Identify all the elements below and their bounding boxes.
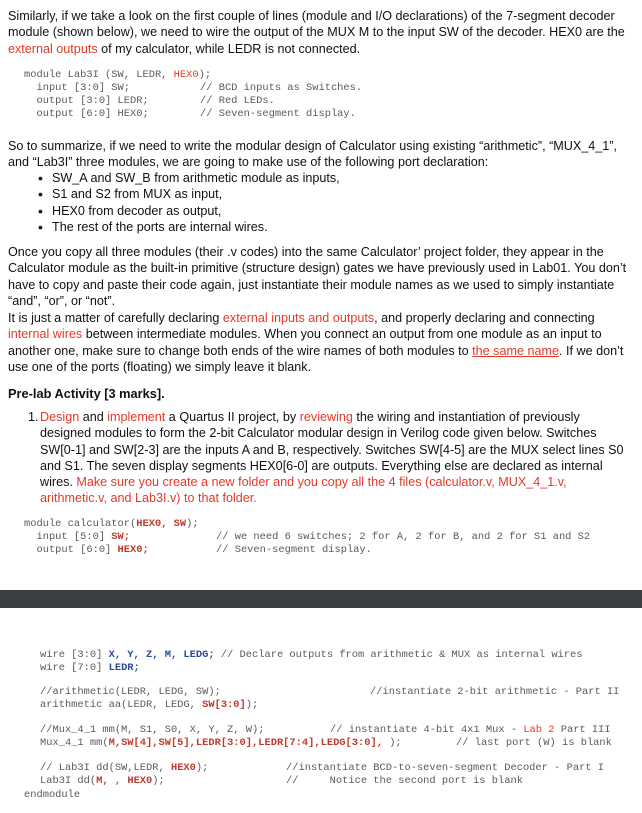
bullet-item: • HEX0 from decoder as output, xyxy=(36,203,626,219)
document-page-2: wire [3:0] X, Y, Z, M, LEDG; // Declare outputs from arithmetic & MUX as internal wires wire [7:0] LEDR; //arithmetic(LEDR, LEDG, SW); //instantiate 2-bit arithmetic - Part II arithmetic aa(LEDR, LEDG, SW[3:0]); //Mux_4_1 mm(M, S1, S0, X, Y, Z, W); // instantiate 4-bit 4x1 Mux - Lab 2 Part III Mux_4_1 mm(M,SW[4],SW[5],LEDR[3:0],LEDR[7:4],LEDG[3:0], ); // last port (W) is blank // Lab3I dd(SW,LEDR, HEX0); //instantiate BCD-to-seven-segment Decoder - Part I Lab3I dd(M, , HEX0); // Notice the second port is blank endmodule xyxy=(0,608,642,813)
summary-paragraph: So to summarize, if we need to write the modular design of Calculator using existing “arithmetic”, “MUX_4_1”, and “Lab3I” three modules, we are going to make use of the following port declaration: xyxy=(8,139,617,170)
arithmetic-instance: //arithmetic(LEDR, LEDG, SW); xyxy=(40,686,221,698)
intro-paragraph: Similarly, if we take a look on the first couple of lines (module and I/O declarations) of the 7-segment decoder module (shown below), we need to wire the output of the MUX M to the input SW of the decoder. HEX0 are the external outputs of my calculator, while LEDR is not connected. xyxy=(8,9,625,56)
wiring-paragraph: It is just a matter of carefully declaring external inputs and outputs, and properly declaring and connecting internal wires between intermediate modules. When you connect an output from one module as an input to another one, make sure to change both ends of the wire names of both modules to the same name. If we don’t use one of the ports (floating) we simply leave it blank. xyxy=(8,311,624,374)
mux-instance: //Mux_4_1 mm(M, S1, S0, X, Y, Z, W); xyxy=(40,724,265,736)
page-break-divider xyxy=(0,590,642,608)
prelab-item-1: 1. Design and implement a Quartus II project, by reviewing the wiring and instantiation of previously designed modules to form the 2-bit Calculator modular design in Verilog code given below. Switches SW[0-1] and SW[2-3] are the inputs A and B, respectively. Switches SW[4-5] are the MUX select lines S0 and S1. The seven display segments HEX0[6-0] are outputs. Everything else are declared as internal wires. Make sure you create a new folder and you copy all the 4 files (calculator.v, MUX_4_1.v, arithmetic.v, and Lab3I.v) to that folder. xyxy=(28,410,624,506)
lab3i-code-block: module Lab3I (SW, LEDR, HEX0); xyxy=(24,69,212,81)
instantiate-paragraph: Once you copy all three modules (their .v codes) into the same Calculator’ project folder, they appear in the Calculator module as the built-in primitive (structure design) gates we have previously used in Lab01. You don’t have to copy and paste their code again, just instantiate their module names as we used to simply instantiate “and”, “or”, or “not”. xyxy=(8,245,627,308)
highlight-external-outputs: external outputs xyxy=(8,41,98,56)
decoder-instance: // Lab3I dd(SW,LEDR, HEX0); xyxy=(40,762,209,774)
port-bullet-list xyxy=(36,170,626,235)
bullet-item: • The rest of the ports are internal wires. xyxy=(36,219,626,235)
wire-declarations: wire [3:0] X, Y, Z, M, LEDG; // Declare outputs from arithmetic & MUX as internal wires xyxy=(40,649,583,661)
prelab-heading: Pre-lab Activity [3 marks]. xyxy=(8,386,165,401)
endmodule-keyword: endmodule xyxy=(24,789,81,801)
document-page-1: Similarly, if we take a look on the first couple of lines (module and I/O declarations) of the 7-segment decoder module (shown below), we need to wire the output of the MUX M to the input SW of the decoder. HEX0 are the external outputs of my calculator, while LEDR is not connected. module Lab3I (SW, LEDR, HEX0); input [3:0] SW; // BCD inputs as Switches. output [3:0] LEDR; // Red LEDs. output [6:0] HEX0; // Seven-segment display. So to summarize, if we need to write the modular design of Calculator using existing “arithmetic”, “MUX_4_1”, and “Lab3I” three modules, we are going to make use of the following port declaration: • SW_A and SW_B from arithmetic module as inputs, • S1 and S2 from MUX as input, • HEX0 from decoder as output, • The rest of the ports are internal wires. Once you copy all three modules (their .v codes) into the same Calculator’ project folder, they appear in the Calculator module as the built-in primitive (structure design) gates we have previously used in Lab01. You don’t have to copy and paste their code again, just instantiate their module names as we used to simply instantiate “and”, “or”, or “not”. It is just a matter of carefully declaring external inputs and outputs, and properly declaring and connecting internal wires between intermediate modules. When you connect an output from one module as an input to another one, make sure to change both ends of the wire names of both modules to the same name. If we don’t use one of the ports (floating) we simply leave it blank. Pre-lab Activity [3 marks]. 1. Design and implement a Quartus II project, by reviewing the wiring and instantiation of previously designed modules to form the 2-bit Calculator modular design in Verilog code given below. Switches SW[0-1] and SW[2-3] are the inputs A and B, respectively. Switches SW[4-5] are the MUX select lines S0 and S1. The seven display segments HEX0[6-0] are outputs. Everything else are declared as internal wires. Make sure you create a new folder and you copy all the 4 files (calculator.v, MUX_4_1.v, arithmetic.v, and Lab3I.v) to that folder. module calculator(HEX0, SW); input [5:0] SW; // we need 6 switches; 2 for A, 2 for B, and 2 for S1 and S2 output [6:0] HEX0; // Seven-segment display. xyxy=(0,0,642,590)
calculator-module-code: module calculator(HEX0, SW); xyxy=(24,518,199,530)
bullet-item: • S1 and S2 from MUX as input, xyxy=(36,186,626,202)
bullet-item: • SW_A and SW_B from arithmetic module as inputs, xyxy=(36,170,626,186)
